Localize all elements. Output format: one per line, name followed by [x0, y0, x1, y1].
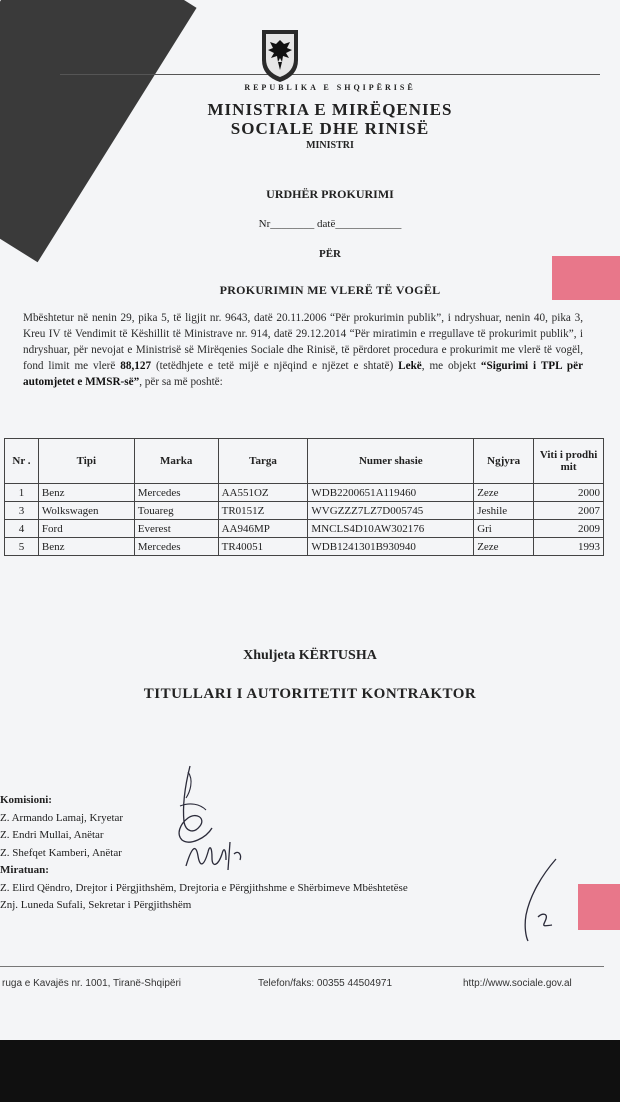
table-row — [5, 538, 604, 556]
body-text-part3: , me objekt — [421, 360, 476, 372]
body-text-part4: , për sa më poshtë: — [139, 376, 223, 388]
cell-viti: 2000 — [534, 484, 604, 502]
cell-marka: Mercedes — [134, 538, 218, 556]
currency: Lekë — [398, 360, 422, 372]
cell-marka: Touareg — [134, 502, 218, 520]
order-title: URDHËR PROKURIMI — [266, 187, 394, 201]
cell-shasie: MNCLS4D10AW302176 — [308, 520, 474, 538]
footer-website[interactable]: http://www.sociale.gov.al — [463, 978, 572, 989]
order-subject: PROKURIMIN ME VLERË TË VOGËL — [219, 283, 441, 297]
amount-in-words: (tetëdhjete e tetë mijë e njëqind e njëzet e shtatë) — [155, 360, 394, 372]
cell-ngjyra: Jeshile — [474, 502, 534, 520]
albanian-eagle-emblem — [256, 26, 304, 84]
commission-member: Z. Armando Lamaj, Kryetar — [0, 811, 124, 824]
vehicles-table — [4, 438, 604, 556]
signature-approver — [512, 855, 564, 943]
procurement-object: “Sigurimi i TPL për automjetet e MMSR-së” — [23, 360, 584, 388]
commission-member: Z. Endri Mullai, Anëtar — [0, 829, 104, 841]
signature-chairman — [160, 762, 220, 846]
footer-address: ruga e Kavajës nr. 1001, Tiranë-Shqipëri — [2, 978, 181, 989]
col-header-tipi: Tipi — [38, 439, 134, 484]
approved-label: Miratuan: — [0, 864, 49, 876]
cell-viti: 2007 — [534, 502, 604, 520]
office-label: MINISTRI — [306, 140, 354, 151]
col-header-nr: Nr . — [5, 439, 39, 484]
col-header-targa: Targa — [218, 439, 308, 484]
approver: Z. Elird Qëndro, Drejtor i Përgjithshëm, Drejtoria e Përgjithshme e Shërbimeve Mbështetëse — [0, 881, 408, 894]
cell-shasie: WDB2200651A119460 — [308, 484, 474, 502]
cell-tipi: Benz — [38, 484, 134, 502]
col-header-marka: Marka — [134, 439, 218, 484]
cell-nr: 4 — [5, 520, 39, 538]
order-number-line: Nr________ datë____________ — [258, 218, 402, 230]
cell-targa: TR0151Z — [218, 502, 308, 520]
signature-member — [182, 836, 244, 876]
redaction-patch-top — [552, 256, 620, 300]
commission-label: Komisioni: — [0, 794, 52, 806]
cell-ngjyra: Gri — [474, 520, 534, 538]
redaction-patch-bottom — [578, 884, 620, 930]
col-header-shasie: Numer shasie — [308, 439, 474, 484]
cell-targa: TR40051 — [218, 538, 308, 556]
cell-targa: AA946MP — [218, 520, 308, 538]
cell-nr: 3 — [5, 502, 39, 520]
table-row — [5, 484, 604, 502]
cell-viti: 2009 — [534, 520, 604, 538]
footer-rule — [0, 966, 604, 967]
republic-heading: REPUBLIKA E SHQIPËRISË — [244, 83, 416, 92]
body-text-part1: Mbështetur në nenin 29, pika 5, të ligjit nr. 9643, datë 20.11.2006 “Për prokurimin publik”, i ndryshuar, nenin 40, pika 3, Kreu IV të Vendimit të Këshillit të Ministrave nr. 914, datë 29.12.2014 “Për miratimin e rregullave të prokurimit publik”, i ndryshuar, për nevojat e Ministrisë së Mirëqenies Sociale dhe Rinisë, të përdoret procedura e prokurimit me vlerë të vogël, fond limit me vlerë — [23, 312, 583, 372]
cell-ngjyra: Zeze — [474, 538, 534, 556]
table-row — [5, 520, 604, 538]
approver: Znj. Luneda Sufali, Sekretar i Përgjithshëm — [0, 899, 192, 911]
cell-nr: 1 — [5, 484, 39, 502]
ministry-name-line2: SOCIALE DHE RINISË — [230, 119, 430, 138]
cell-tipi: Benz — [38, 538, 134, 556]
header-rule — [60, 74, 600, 75]
cell-viti: 1993 — [534, 538, 604, 556]
cell-shasie: WDB1241301B930940 — [308, 538, 474, 556]
table-row — [5, 502, 604, 520]
col-header-viti: Viti i prodhi mit — [534, 439, 604, 484]
ministry-name-line1: MINISTRIA E MIRËQENIES — [207, 100, 453, 119]
cell-shasie: WVGZZZ7LZ7D005745 — [308, 502, 474, 520]
cell-marka: Mercedes — [134, 484, 218, 502]
order-body-paragraph — [23, 310, 583, 390]
cell-tipi: Wolkswagen — [38, 502, 134, 520]
cell-ngjyra: Zeze — [474, 484, 534, 502]
signatory-name: Xhuljeta KËRTUSHA — [243, 648, 377, 663]
signatory-title: TITULLARI I AUTORITETIT KONTRAKTOR — [143, 686, 477, 702]
footer-phone: Telefon/faks: 00355 44504971 — [258, 978, 392, 989]
cell-marka: Everest — [134, 520, 218, 538]
for-label: PËR — [319, 248, 341, 260]
fund-amount: 88,127 — [120, 360, 152, 372]
cell-nr: 5 — [5, 538, 39, 556]
table-header-row — [5, 439, 604, 484]
commission-member: Z. Shefqet Kamberi, Anëtar — [0, 846, 122, 859]
cell-tipi: Ford — [38, 520, 134, 538]
col-header-ngjyra: Ngjyra — [474, 439, 534, 484]
cell-targa: AA551OZ — [218, 484, 308, 502]
